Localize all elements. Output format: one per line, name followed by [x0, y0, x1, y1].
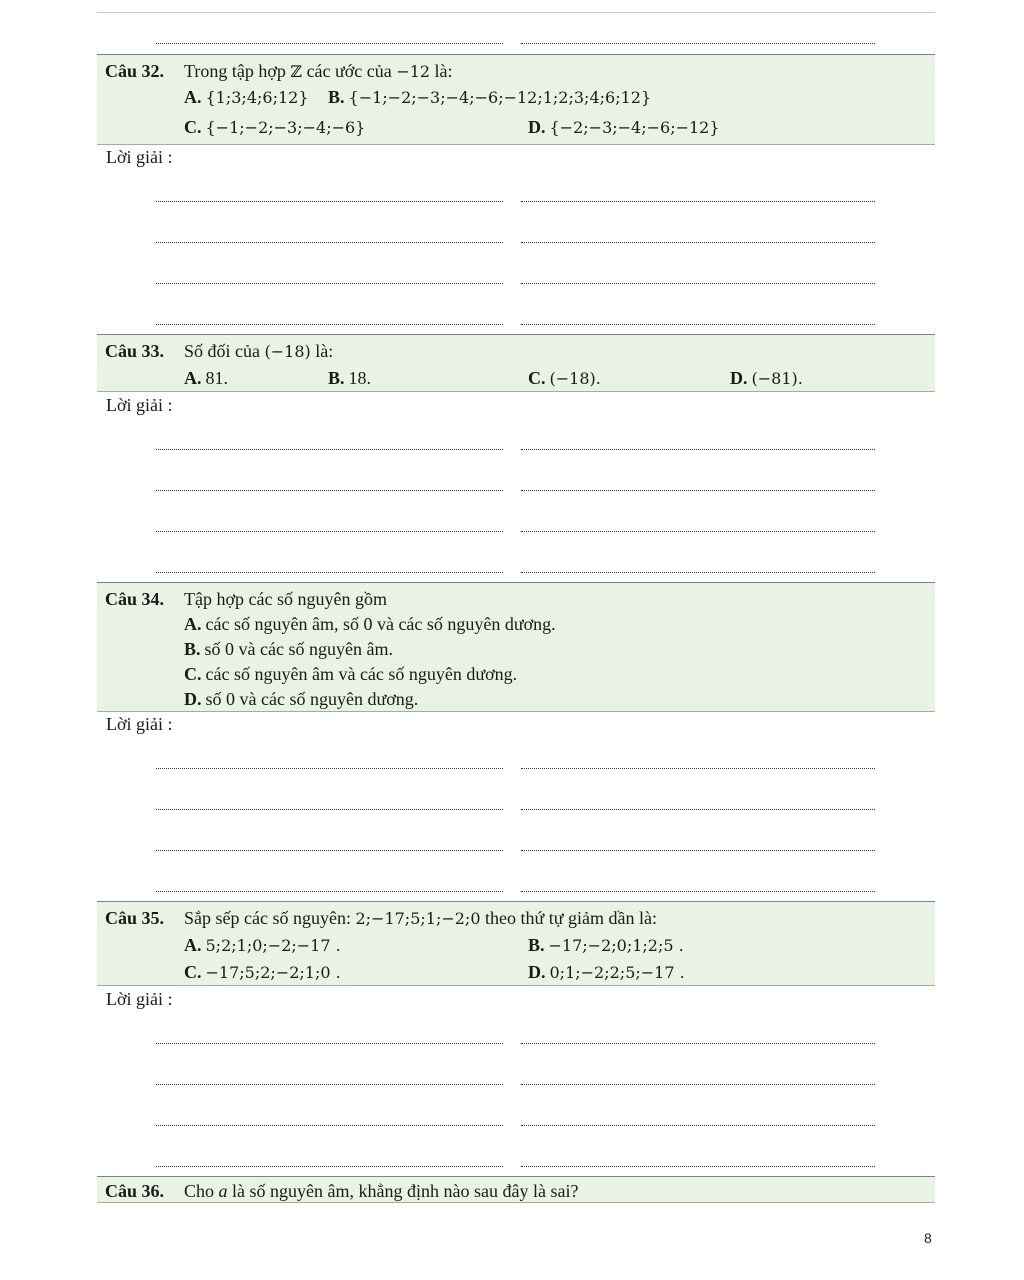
question-stem [184, 340, 333, 363]
option-c[interactable] [184, 663, 517, 685]
answer-dotline [521, 283, 875, 284]
answer-dotline [156, 768, 503, 769]
answer-dotline [521, 201, 875, 202]
stem-text: các ước của [306, 61, 392, 81]
question-number: Câu 35. [105, 908, 165, 928]
option-letter: B. [328, 368, 345, 388]
answer-dotline [521, 1166, 875, 1167]
option-c[interactable] [528, 367, 601, 390]
answer-dotline [156, 449, 503, 450]
answer-dotline [156, 531, 503, 532]
answer-dotline [156, 490, 503, 491]
stem-text: Số đối của [184, 341, 260, 361]
stem-text: Cho [184, 1181, 215, 1201]
solution-label: Lời giải : [106, 147, 173, 167]
answer-dotline [156, 850, 503, 851]
answer-dotline [156, 324, 503, 325]
answer-dotline [521, 324, 875, 325]
option-letter: C. [184, 117, 202, 137]
question-number: Câu 33. [105, 341, 165, 361]
option-c[interactable] [184, 116, 365, 139]
option-a[interactable] [184, 367, 228, 389]
stem-math: −12 [396, 62, 431, 81]
stem-math: 2;−17;5;1;−2;0 [355, 909, 481, 928]
option-b[interactable] [528, 934, 684, 957]
option-text: các số nguyên âm và các số nguyên dương. [205, 664, 518, 684]
option-text: {−2;−3;−4;−6;−12} [549, 118, 720, 137]
option-letter: D. [528, 117, 546, 137]
answer-dotline [156, 242, 503, 243]
question-33-box [97, 334, 935, 392]
answer-dotline [521, 531, 875, 532]
solution-label: Lời giải : [106, 989, 173, 1009]
option-text: số 0 và các số nguyên dương. [205, 689, 419, 709]
answer-dotline [156, 283, 503, 284]
option-b[interactable] [328, 86, 651, 109]
question-34-box [97, 582, 935, 712]
option-a[interactable] [184, 86, 309, 109]
answer-dotline [521, 1125, 875, 1126]
answer-dotline [521, 1084, 875, 1085]
top-rule [97, 12, 935, 13]
question-stem: Tập hợp các số nguyên gồm [184, 589, 387, 609]
answer-dotline [521, 572, 875, 573]
option-text: số 0 và các số nguyên âm. [204, 639, 393, 659]
question-number: Câu 32. [105, 61, 165, 81]
stem-text: là số nguyên âm, khẳng định nào sau đây là sai? [232, 1181, 579, 1201]
answer-dotline [521, 809, 875, 810]
option-letter: B. [184, 639, 201, 659]
stem-variable: a [218, 1181, 228, 1201]
stem-text: Sắp sếp các số nguyên: [184, 908, 351, 928]
option-letter: D. [184, 689, 202, 709]
option-text: {1;3;4;6;12} [205, 88, 309, 107]
option-text: 18. [348, 368, 372, 388]
answer-dotline [156, 43, 503, 44]
option-text: (−81). [751, 369, 803, 388]
option-text: 5;2;1;0;−2;−17 . [205, 936, 341, 955]
option-text: {−1;−2;−3;−4;−6} [205, 118, 366, 137]
answer-dotline [521, 490, 875, 491]
option-a[interactable] [184, 613, 556, 635]
question-stem [184, 907, 657, 930]
option-text: 0;1;−2;2;5;−17 . [549, 963, 685, 982]
stem-text: Trong tập hợp [184, 61, 286, 81]
option-b[interactable] [328, 367, 371, 389]
answer-dotline [156, 1043, 503, 1044]
answer-dotline [156, 572, 503, 573]
page-number: 8 [924, 1230, 932, 1246]
question-number: Câu 34. [105, 589, 165, 609]
option-c[interactable] [184, 961, 341, 984]
option-d[interactable] [730, 367, 803, 390]
option-letter: A. [184, 935, 202, 955]
question-32-box [97, 54, 935, 145]
option-letter: A. [184, 614, 202, 634]
answer-dotline [521, 768, 875, 769]
option-b[interactable] [184, 638, 393, 660]
option-letter: D. [730, 368, 748, 388]
option-letter: C. [184, 962, 202, 982]
question-35-box [97, 901, 935, 986]
stem-text: là: [315, 341, 334, 361]
stem-math: (−18) [264, 342, 311, 361]
option-text: (−18). [549, 369, 601, 388]
answer-dotline [156, 809, 503, 810]
question-stem [184, 60, 453, 83]
question-stem [184, 1180, 578, 1202]
stem-text: là: [434, 61, 453, 81]
option-text: các số nguyên âm, số 0 và các số nguyên dương. [205, 614, 556, 634]
answer-dotline [156, 1084, 503, 1085]
option-letter: D. [528, 962, 546, 982]
option-text: {−1;−2;−3;−4;−6;−12;1;2;3;4;6;12} [348, 88, 652, 107]
option-letter: B. [528, 935, 545, 955]
option-letter: A. [184, 87, 202, 107]
set-symbol-z: ℤ [290, 62, 303, 81]
option-d[interactable] [528, 961, 685, 984]
question-number: Câu 36. [105, 1181, 165, 1201]
answer-dotline [156, 201, 503, 202]
answer-dotline [521, 449, 875, 450]
answer-dotline [521, 891, 875, 892]
answer-dotline [521, 43, 875, 44]
answer-dotline [521, 850, 875, 851]
answer-dotline [156, 1125, 503, 1126]
question-36-box [97, 1176, 935, 1203]
option-text: −17;5;2;−2;1;0 . [205, 963, 341, 982]
option-d[interactable] [184, 688, 418, 710]
answer-dotline [521, 1043, 875, 1044]
solution-label: Lời giải : [106, 714, 173, 734]
stem-text: theo thứ tự giảm dần là: [485, 908, 657, 928]
solution-label: Lời giải : [106, 395, 173, 415]
option-letter: A. [184, 368, 202, 388]
option-text: 81. [205, 368, 228, 388]
option-d[interactable] [528, 116, 720, 139]
option-letter: C. [528, 368, 546, 388]
answer-dotline [156, 1166, 503, 1167]
answer-dotline [521, 242, 875, 243]
answer-dotline [156, 891, 503, 892]
option-letter: C. [184, 664, 202, 684]
option-letter: B. [328, 87, 345, 107]
option-a[interactable] [184, 934, 341, 957]
option-text: −17;−2;0;1;2;5 . [548, 936, 684, 955]
